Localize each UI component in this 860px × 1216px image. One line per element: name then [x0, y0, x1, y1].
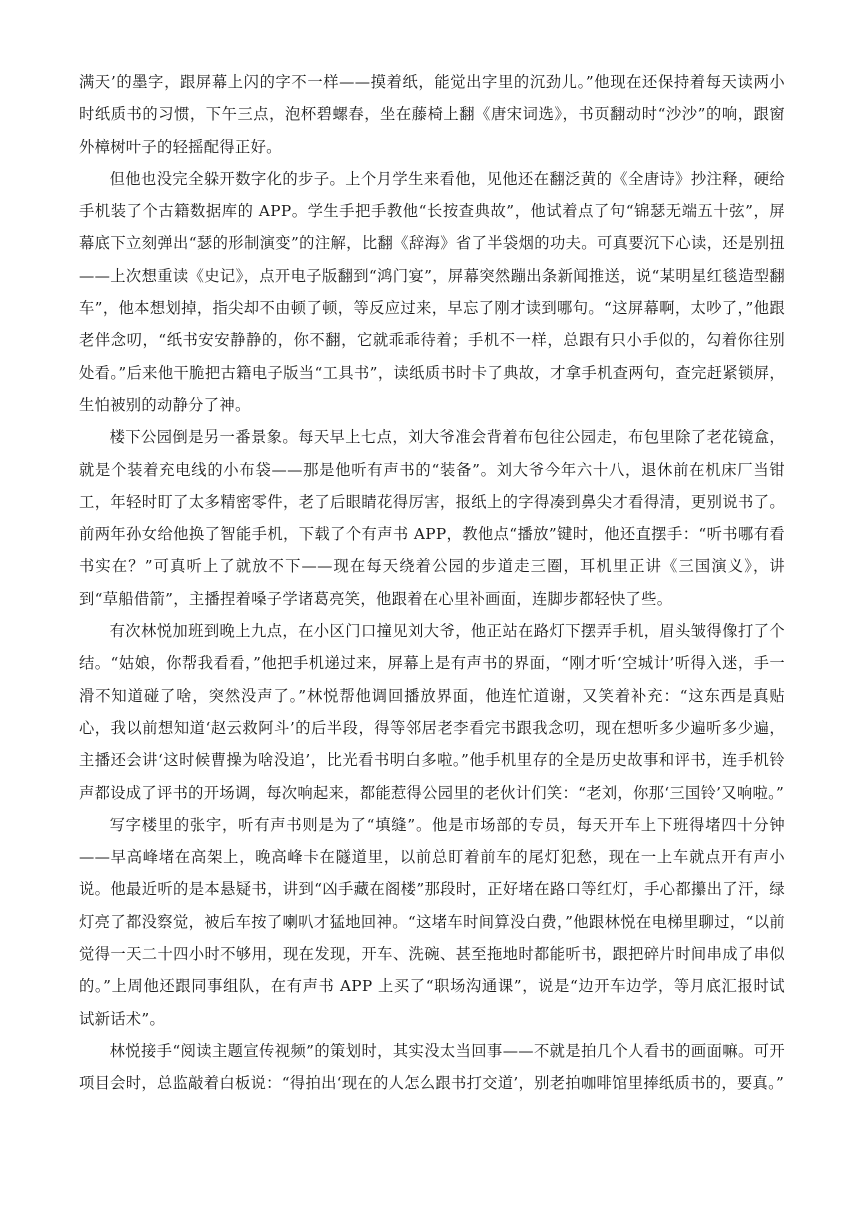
paragraph-5: 写字楼里的张宇，听有声书则是为了“填缝”。他是市场部的专员，每天开车上下班得堵四十分钟——早高峰堵在高架上，晚高峰卡在隧道里，以前总盯着前车的尾灯犯愁，现在一上车就点开有声小说。他最近听的是本悬疑书，讲到“凶手藏在阁楼”那段时，正好堵在路口等红灯，手心都攥出了汗，绿灯亮了都没察觉，被后车按了喇叭才猛地回神。“这堵车时间算没白费，”他跟林悦在电梯里聊过，“以前觉得一天二十四小时不够用，现在发现，开车、洗碗、甚至拖地时都能听书，跟把碎片时间串成了串似的。”上周他还跟同事组队，在有声书 APP 上买了“职场沟通课”，说是“边开车边学，等月底汇报时试试新话术”。: [79, 815, 785, 1028]
paragraph-3: 楼下公园倒是另一番景象。每天早上七点，刘大爷准会背着布包往公园走，布包里除了老花镜盒，就是个装着充电线的小布袋——那是他听有声书的“装备”。刘大爷今年六十八，退休前在机床厂当钳工，年轻时盯了太多精密零件，老了后眼睛花得厉害，报纸上的字得凑到鼻尖才看得清，更别说书了。前两年孙女给他换了智能手机，下载了个有声书 APP，教他点“播放”键时，他还直摆手：“听书哪有看书实在？”可真听上了就放不下——现在每天绕着公园的步道走三圈，耳机里正讲《三国演义》，讲到“草船借箭”，主播捏着嗓子学诸葛亮笑，他跟着在心里补画面，连脚步都轻快了些。: [79, 428, 785, 608]
article-body: [79, 66, 785, 1100]
paragraph-1: 满天’的墨字，跟屏幕上闪的字不一样——摸着纸，能觉出字里的沉劲儿。”他现在还保持着每天读两小时纸质书的习惯，下午三点，泡杯碧螺春，坐在藤椅上翻《唐宋词选》，书页翻动时“沙沙”的响，跟窗外樟树叶子的轻摇配得正好。: [79, 73, 785, 156]
paragraph-4: 有次林悦加班到晚上九点，在小区门口撞见刘大爷，他正站在路灯下摆弄手机，眉头皱得像打了个结。“姑娘，你帮我看看，”他把手机递过来，屏幕上是有声书的界面，“刚才听‘空城计’听得入迷，手一滑不知道碰了啥，突然没声了。”林悦帮他调回播放界面，他连忙道谢，又笑着补充：“这东西是真贴心，我以前想知道‘赵云救阿斗’的后半段，得等邻居老李看完书跟我念叨，现在想听多少遍听多少遍，主播还会讲‘这时候曹操为啥没追’，比光看书明白多啦。”他手机里存的全是历史故事和评书，连手机铃声都设成了评书的开场调，每次响起来，都能惹得公园里的老伙计们笑：“老刘，你那‘三国铃’又响啦。”: [79, 622, 785, 802]
paragraph-6: 林悦接手“阅读主题宣传视频”的策划时，其实没太当回事——不就是拍几个人看书的画面嘛。可开项目会时，总监敲着白板说：“得拍出‘现在的人怎么跟书打交道’，别老拍咖啡馆里捧纸质书的，要真。”: [79, 1041, 785, 1093]
paragraph-2: 但他也没完全躲开数字化的步子。上个月学生来看他，见他还在翻泛黄的《全唐诗》抄注释，硬给手机装了个古籍数据库的 APP。学生手把手教他“长按查典故”，他试着点了句“锦瑟无端五十弦”，屏幕底下立刻弹出“瑟的形制演变”的注解，比翻《辞海》省了半袋烟的功夫。可真要沉下心读，还是别扭——上次想重读《史记》，点开电子版翻到“鸿门宴”，屏幕突然蹦出条新闻推送，说“某明星红毯造型翻车”，他本想划掉，指尖却不由顿了顿，等反应过来，早忘了刚才读到哪句。“这屏幕啊，太吵了，”他跟老伴念叨，“纸书安安静静的，你不翻，它就乖乖待着；手机不一样，总跟有只小手似的，勾着你往别处看。”后来他干脆把古籍电子版当“工具书”，读纸质书时卡了典故，才拿手机查两句，查完赶紧锁屏，生怕被别的动静分了神。: [79, 169, 785, 414]
